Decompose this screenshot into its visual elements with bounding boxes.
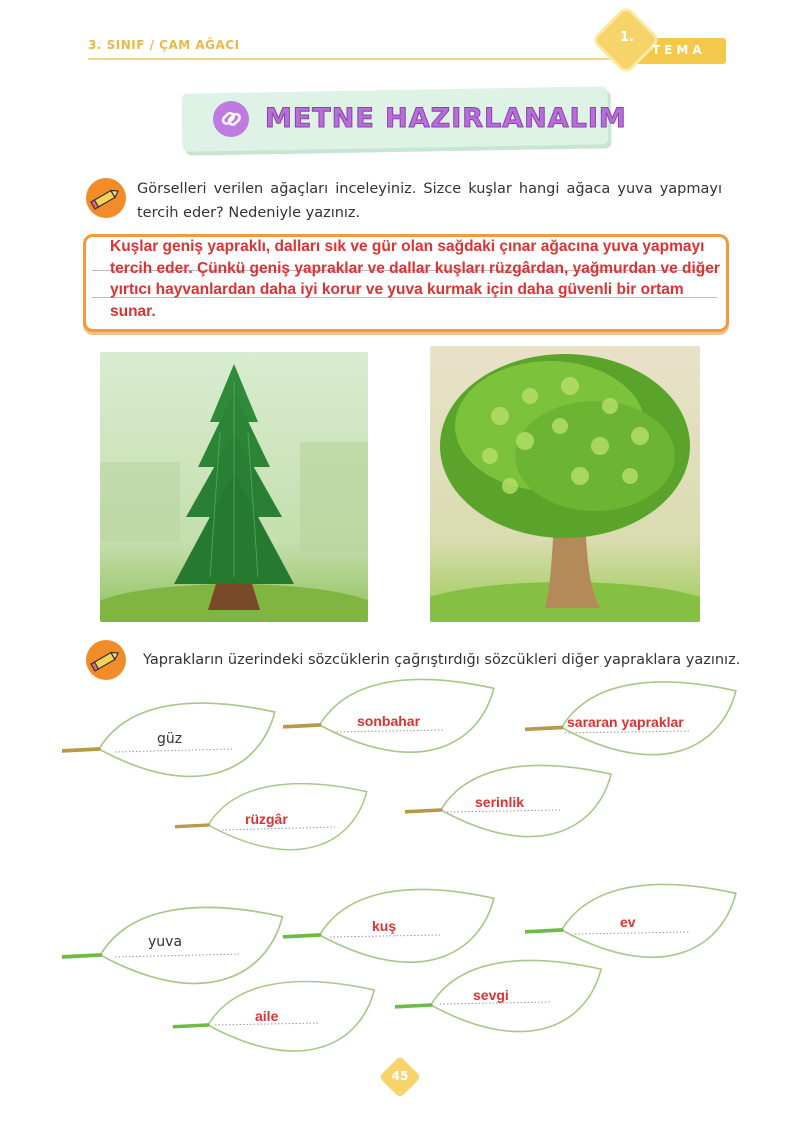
leaf-word[interactable]: rüzgâr (245, 811, 288, 827)
leaf-word[interactable]: sararan yapraklar (567, 714, 684, 730)
leaf-word[interactable]: kuş (372, 918, 397, 934)
leaf-word[interactable]: serinlik (475, 794, 525, 810)
plane-tree-image (430, 346, 700, 622)
theme-label: TEMA (652, 43, 706, 57)
leaf-word[interactable]: ev (620, 914, 636, 930)
theme-number: 1. (620, 30, 634, 45)
header-divider (88, 58, 633, 60)
leaf-word: güz (157, 731, 183, 747)
pine-tree-image (100, 352, 368, 622)
leaf-word: yuva (148, 934, 183, 950)
chain-link-icon (213, 101, 249, 137)
leaf-word[interactable]: aile (255, 1008, 279, 1024)
section-title: METNE HAZIRLANALIM (265, 103, 627, 134)
leaf-word[interactable]: sonbahar (357, 713, 421, 729)
leaves-illustration (0, 670, 800, 1070)
header-title: 3. SINIF / ÇAM AĞACI (88, 38, 240, 52)
page-number: 45 (391, 1069, 409, 1083)
question-2-text: Yaprakların üzerindeki sözcüklerin çağrıştırdığı sözcükleri diğer yapraklara yazınız. (143, 652, 741, 668)
pencil-icon (86, 178, 126, 218)
answer-text: Kuşlar geniş yapraklı, dalları sık ve gür olan sağdaki çınar ağacına yuva yapmayı tercih eder. Çünkü geniş yapraklar ve dallar kuşları rüzgârdan, yağmurdan ve diğer yırtıcı hayvanlardan daha iyi korur ve yuva kurmak için daha güvenli bir ortam sunar. (110, 238, 720, 320)
question-1-text: Görselleri verilen ağaçları inceleyiniz. Sizce kuşlar hangi ağaca yuva yapmayı tercih eder? Nedeniyle yazınız. (137, 181, 722, 221)
leaf-word[interactable]: sevgi (473, 987, 509, 1003)
